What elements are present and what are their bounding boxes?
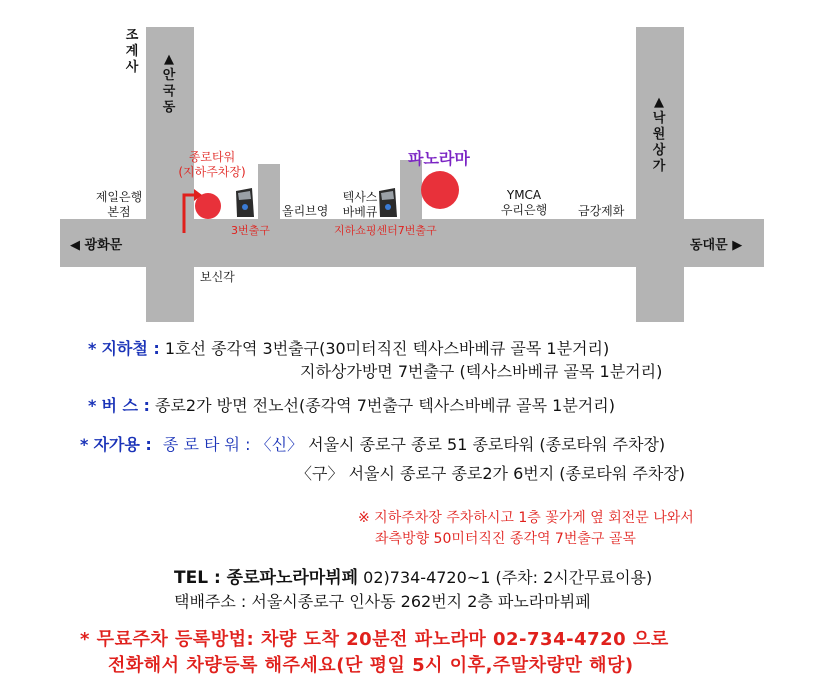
label-jeil-bank [94,190,144,220]
label-gwanghwamun: ◀ 광화문 [70,238,123,253]
parking-note-line2: 좌측방향 50미터직진 종각역 7번출구 골목 [375,531,636,547]
delivery-address: 택배주소 : 서울시종로구 인사동 262번지 2층 파노라마뷔페 [174,592,591,611]
bus-star: * [88,396,97,415]
label-texas-line1: 텍사스 [342,190,378,204]
car-new-addr: 서울시 종로구 종로 51 종로타워 (종로타워 주차장) [308,435,666,454]
subway-exit-3-icon [234,187,256,219]
car-title: 자가용 : [93,435,152,454]
label-texas [338,190,382,220]
parking-note-line1: ※ 지하주차장 주차하시고 1층 꽃가게 옆 회전문 나와서 [358,510,694,526]
car-star: * [80,435,89,454]
bus-line [88,395,615,417]
subway-text1: 1호선 종각역 3번출구(30미터직진 텍사스바베큐 골목 1분거리) [164,339,610,358]
tel-line [174,567,652,589]
bus-text: 종로2가 방면 전노선(종각역 7번출구 텍사스바베큐 골목 1분거리) [155,396,615,415]
route-arrow [174,185,204,235]
road-alley-texas [400,160,422,222]
label-woori: 우리은행 [500,203,548,217]
car-new-tag: 〈신〉 [255,435,304,454]
road-alley-olive [258,164,280,222]
label-parking: (지하주차장) [178,165,246,179]
label-exit3: 3번출구 [231,224,270,237]
tel-label: TEL : 종로파노라마뷔페 [174,568,359,588]
subway-exit-7-icon [377,187,399,219]
label-jeil-bank-line2: 본점 [107,205,131,219]
free-parking-line1: * 무료주차 등록방법: 차량 도착 20분전 파노라마 02-734-4720 으로 [80,629,669,650]
subway-star: * [88,339,97,358]
label-nakwon: ▲ 낙 원 상 가 [652,95,666,174]
label-olive: 올리브영 [282,204,329,218]
marker-panorama [421,171,459,209]
subway-line1 [88,338,609,360]
bus-title: 버 스 : [101,396,150,415]
label-anguk: ▲ 안 국 동 [162,52,176,115]
label-jeil-bank-line1: 제일은행 [95,190,143,204]
car-line1 [80,434,665,456]
car-old-addr: 서울시 종로구 종로2가 6번지 (종로타워 주차장) [348,464,686,483]
label-ymca [494,188,554,218]
car-old-tag: 〈구〉 [296,464,344,483]
label-exit7: 지하쇼핑센터7번출구 [334,224,437,237]
tel-value: 02)734-4720~1 (주차: 2시간무료이용) [363,568,653,587]
label-geumgang: 금강제화 [578,204,625,218]
car-subtitle: 종 로 타 워 : [162,435,251,454]
car-line2 [296,463,685,485]
label-jongno-tower [176,150,248,180]
label-bosingak: 보신각 [200,270,235,284]
label-jogyesa: 조 계 사 [125,28,139,75]
label-texas-line2: 바베큐 [342,205,378,219]
label-dongdaemun: 동대문 ▶ [690,238,743,253]
subway-line2: 지하상가방면 7번출구 (텍사스바베큐 골목 1분거리) [300,362,663,381]
label-ymca-line1: YMCA [506,188,542,202]
free-parking-line2: 전화해서 차량등록 해주세요(단 평일 5시 이후,주말차량만 해당) [108,655,634,676]
label-jongno-tower-line1: 종로타워 [188,150,236,164]
label-panorama: 파노라마 [408,149,470,168]
subway-title: 지하철 : [101,339,160,358]
